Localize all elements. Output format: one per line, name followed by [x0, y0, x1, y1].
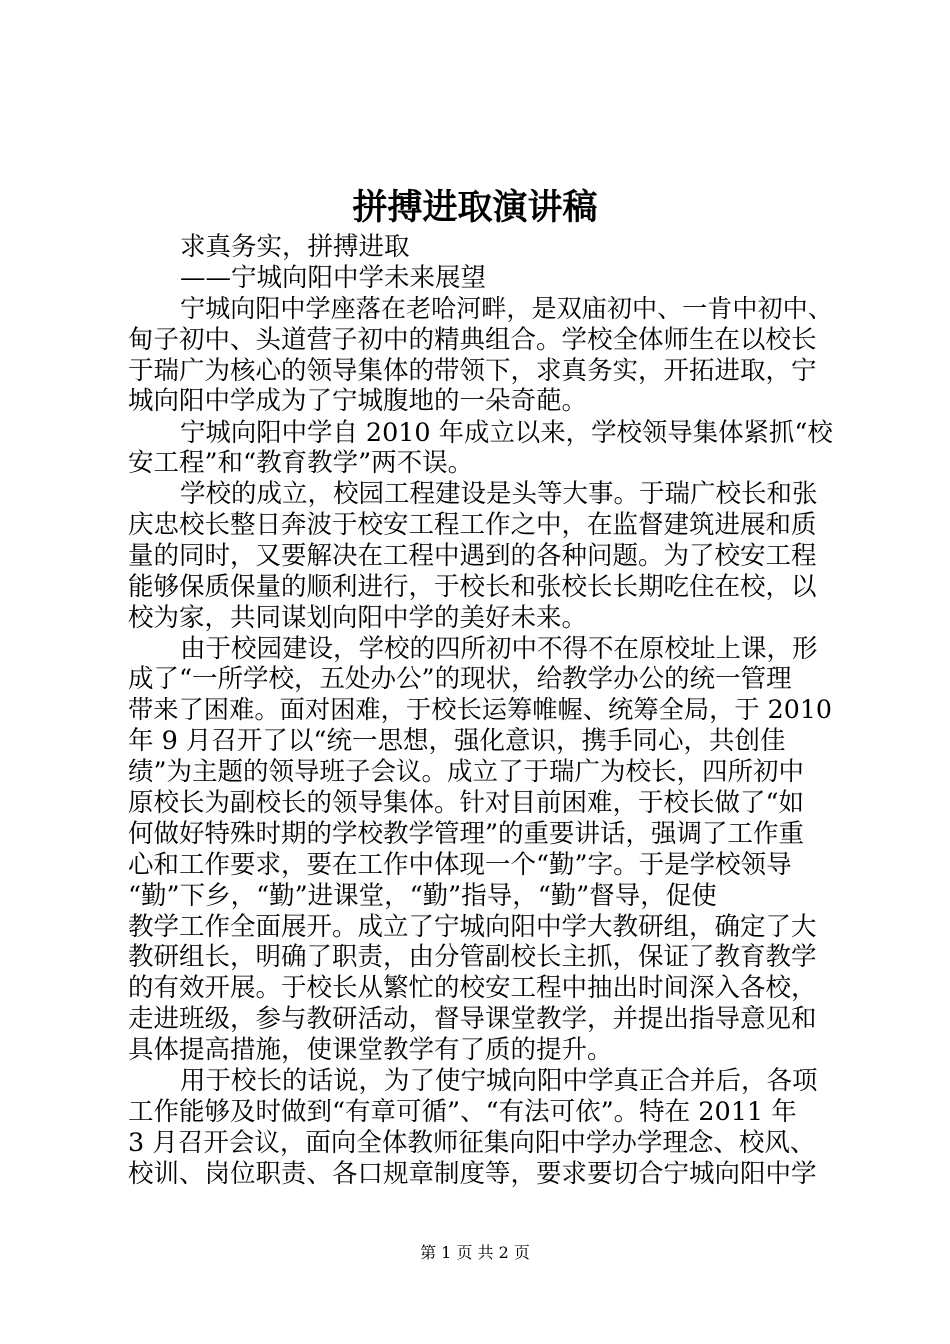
text-line: 年 9 月召开了以“统一思想，强化意识，携手同心，共创佳	[128, 726, 786, 757]
text-line: 宁城向阳中学自 2010 年成立以来，学校领导集体紧抓“校	[180, 417, 833, 448]
text-line: 绩”为主题的领导班子会议。成立了于瑞广为校长，四所初中	[128, 757, 805, 788]
text-line: 求真务实，拼搏进取	[180, 232, 410, 262]
text-line: 宁城向阳中学座落在老哈河畔，是双庙初中、一肯中初中、	[180, 293, 833, 323]
text-line: 具体提高措施，使课堂教学有了质的提升。	[128, 1035, 613, 1066]
page-title: 拼搏进取演讲稿	[352, 187, 598, 228]
text-line: 走进班级，参与教研活动，督导课堂教学，并提出指导意见和	[128, 1004, 817, 1035]
text-line: 能够保质保量的顺利进行，于校长和张校长长期吃住在校，以	[128, 571, 817, 602]
text-line: 学校的成立，校园工程建设是头等大事。于瑞广校长和张	[180, 479, 818, 510]
text-line: “勤”下乡，“勤”进课堂，“勤”指导，“勤”督导，促使	[128, 880, 717, 911]
text-line: 成了“一所学校，五处办公”的现状，给教学办公的统一管理	[128, 664, 792, 695]
text-line: 何做好特殊时期的学校教学管理”的重要讲话，强调了工作重	[128, 818, 805, 849]
text-line: 教学工作全面展开。成立了宁城向阳中学大教研组，确定了大	[128, 911, 817, 942]
text-line: 3 月召开会议，面向全体教师征集向阳中学办学理念、校风、	[128, 1127, 816, 1158]
text-line: 甸子初中、头道营子初中的精典组合。学校全体师生在以校长	[128, 324, 817, 355]
document-body	[128, 232, 833, 1190]
text-line: 校为家，共同谋划向阳中学的美好未来。	[128, 602, 588, 633]
page-footer: 第 1 页 共 2 页	[420, 1243, 530, 1262]
text-line: 教研组长，明确了职责，由分管副校长主抓，保证了教育教学	[128, 942, 817, 973]
text-line: 心和工作要求，要在工作中体现一个“勤”字。于是学校领导	[128, 849, 792, 880]
text-line: 安工程”和“教育教学”两不误。	[128, 448, 474, 479]
text-line: 由于校园建设，学校的四所初中不得不在原校址上课，形	[180, 633, 818, 664]
text-line: 原校长为副校长的领导集体。针对目前困难，于校长做了“如	[128, 788, 805, 819]
text-line: ——宁城向阳中学未来展望	[180, 262, 487, 293]
text-line: 校训、岗位职责、各口规章制度等，要求要切合宁城向阳中学	[128, 1158, 817, 1189]
text-line: 的有效开展。于校长从繁忙的校安工程中抽出时间深入各校，	[128, 973, 817, 1004]
text-line: 带来了困难。面对困难，于校长运筹帷幄、统筹全局，于 2010	[128, 695, 832, 725]
text-line: 工作能够及时做到“有章可循”、“有法可依”。特在 2011 年	[128, 1096, 797, 1127]
text-line: 于瑞广为核心的领导集体的带领下，求真务实，开拓进取，宁	[128, 355, 817, 386]
text-line: 用于校长的话说，为了使宁城向阳中学真正合并后，各项	[180, 1066, 818, 1097]
text-line: 庆忠校长整日奔波于校安工程工作之中，在监督建筑进展和质	[128, 510, 817, 541]
text-line: 量的同时，又要解决在工程中遇到的各种问题。为了校安工程	[128, 540, 817, 571]
text-line: 城向阳中学成为了宁城腹地的一朵奇葩。	[128, 386, 588, 417]
